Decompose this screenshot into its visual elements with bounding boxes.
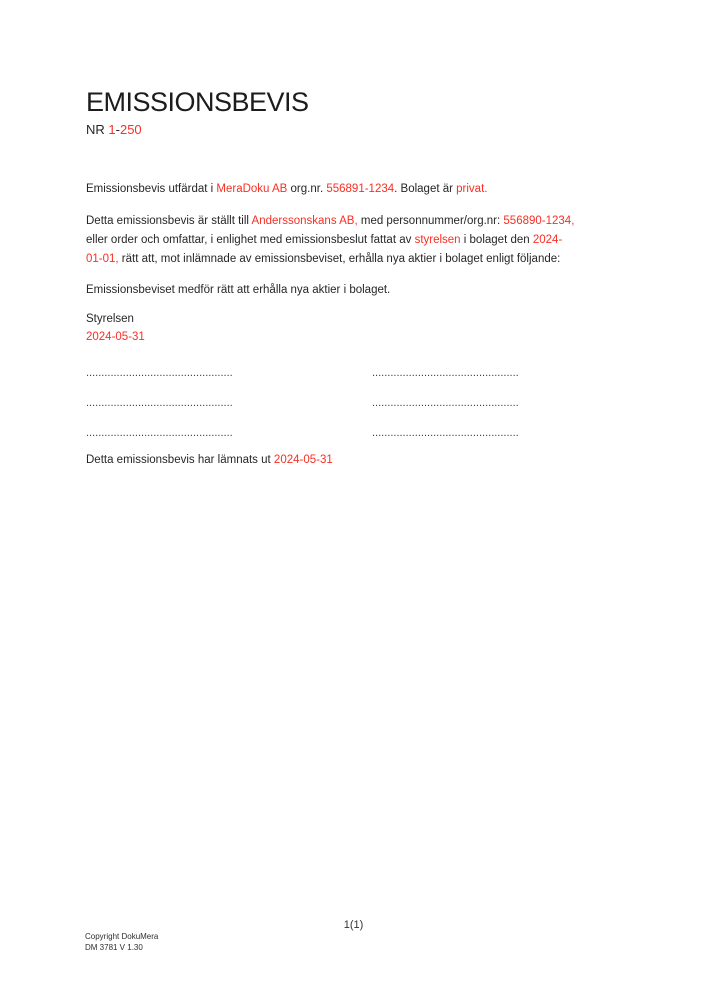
highlighted-field: 2024-05-31 <box>273 454 333 466</box>
highlighted-field: 01-01, <box>86 253 119 265</box>
signature-lines-section <box>86 364 631 443</box>
signature-dotted-line: ................................................ <box>86 397 233 409</box>
signature-row <box>86 394 631 413</box>
text-run: NR <box>86 122 109 137</box>
highlighted-field: 2024- <box>532 234 563 246</box>
signature-row <box>86 364 631 383</box>
paragraph-entitlement <box>86 281 631 300</box>
highlighted-field: Anderssonskans AB, <box>251 215 358 227</box>
copyright-line-1: Copyright DokuMera <box>85 932 159 941</box>
highlighted-field: 556891-1234 <box>326 183 395 195</box>
highlighted-field: privat. <box>456 183 488 195</box>
document-title: EMISSIONSBEVIS <box>86 87 309 117</box>
text-run: . Bolaget är <box>394 183 457 195</box>
paragraph-issued-at <box>86 180 631 199</box>
text-run: Detta emissionsbevis har lämnats ut <box>86 454 274 466</box>
copyright-block <box>85 932 158 953</box>
text-run: Detta emissionsbevis är ställt till <box>86 215 252 227</box>
text-run: med personnummer/org.nr: <box>357 215 504 227</box>
text-run: - <box>115 122 120 137</box>
text-run: Emissionsbevis utfärdat i <box>86 183 217 195</box>
signature-row <box>86 424 631 443</box>
text-run: org.nr. <box>287 183 327 195</box>
signature-dotted-line: ................................................ <box>86 427 233 439</box>
highlighted-field: styrelsen <box>414 234 461 246</box>
paragraph-handed-out <box>86 451 631 470</box>
document-content <box>86 89 631 470</box>
page-number: 1(1) <box>343 919 364 931</box>
signature-dotted-line: ................................................ <box>372 427 519 439</box>
text-run: Styrelsen <box>86 313 134 325</box>
text-run: rätt att, mot inlämnade av emissionsbeviset, erhålla nya aktier i bolaget enligt följande: <box>118 253 561 265</box>
signoff-block <box>86 310 631 346</box>
highlighted-field: MeraDoku AB <box>216 183 288 195</box>
text-run: Emissionsbeviset medför rätt att erhålla nya aktier i bolaget. <box>86 284 391 296</box>
highlighted-field: 2024-05-31 <box>86 331 145 343</box>
highlighted-field: 1 <box>108 122 116 137</box>
signature-dotted-line: ................................................ <box>372 397 519 409</box>
paragraph-terms <box>86 212 631 269</box>
highlighted-field: 556890-1234, <box>503 215 575 227</box>
signature-dotted-line: ................................................ <box>86 367 233 379</box>
text-run: eller order och omfattar, i enlighet med emissionsbeslut fattat av <box>86 234 415 246</box>
text-run: i bolaget den <box>460 234 533 246</box>
certificate-number-line <box>86 122 631 138</box>
copyright-line-2: DM 3781 V 1.30 <box>85 942 143 952</box>
highlighted-field: 250 <box>119 122 142 137</box>
signature-dotted-line: ................................................ <box>372 367 519 379</box>
